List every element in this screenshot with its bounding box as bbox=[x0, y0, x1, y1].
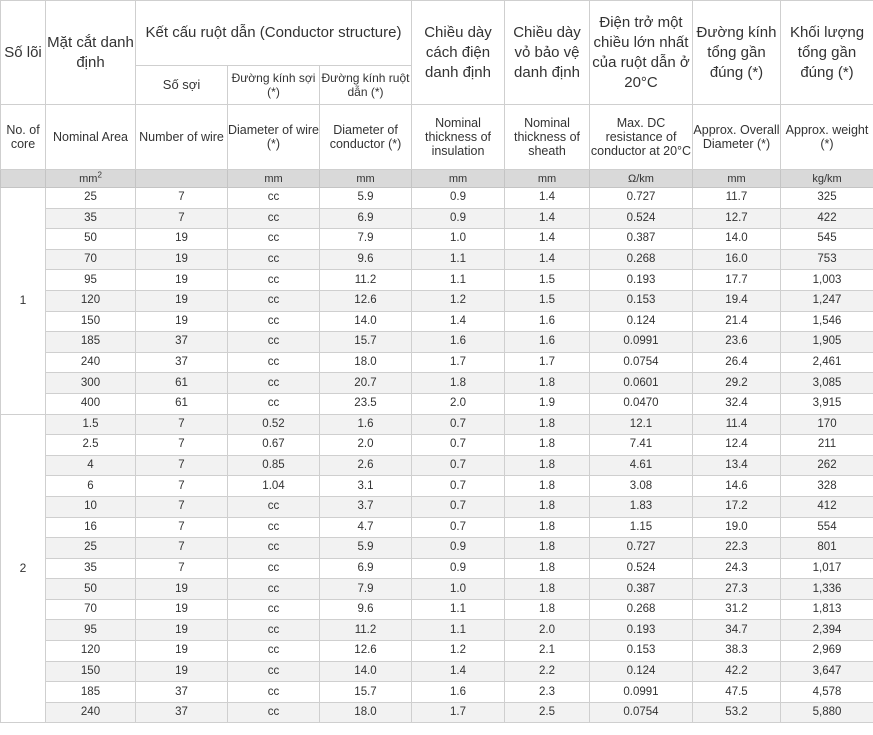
table-row bbox=[1, 208, 873, 229]
cell-overall: 17.7 bbox=[693, 270, 781, 291]
cell-sheath: 2.0 bbox=[505, 620, 590, 641]
cell-res: 1.83 bbox=[590, 496, 693, 517]
cell-weight: 1,017 bbox=[781, 558, 873, 579]
cell-wire-dia: 0.85 bbox=[228, 455, 320, 476]
cell-weight: 1,336 bbox=[781, 579, 873, 600]
cell-wire-num: 7 bbox=[136, 496, 228, 517]
cell-res: 7.41 bbox=[590, 435, 693, 456]
cell-wire-num: 37 bbox=[136, 682, 228, 703]
cell-wire-num: 37 bbox=[136, 352, 228, 373]
cell-ins: 0.7 bbox=[412, 435, 505, 456]
cell-ins: 1.1 bbox=[412, 599, 505, 620]
cell-area: 70 bbox=[46, 249, 136, 270]
cell-sheath: 2.5 bbox=[505, 702, 590, 723]
cell-sheath: 1.6 bbox=[505, 332, 590, 353]
table-row bbox=[1, 229, 873, 250]
cell-wire-dia: cc bbox=[228, 641, 320, 662]
cell-area: 16 bbox=[46, 517, 136, 538]
cell-sheath: 1.8 bbox=[505, 455, 590, 476]
unit-core bbox=[1, 170, 46, 188]
cell-weight: 412 bbox=[781, 496, 873, 517]
cell-res: 0.727 bbox=[590, 188, 693, 209]
table-body bbox=[1, 188, 873, 723]
cell-overall: 31.2 bbox=[693, 599, 781, 620]
cell-wire-dia: 0.67 bbox=[228, 435, 320, 456]
unit-sheath: mm bbox=[505, 170, 590, 188]
cell-cond-dia: 2.6 bbox=[320, 455, 412, 476]
cell-weight: 554 bbox=[781, 517, 873, 538]
cell-cond-dia: 2.0 bbox=[320, 435, 412, 456]
table-row bbox=[1, 558, 873, 579]
table-row bbox=[1, 641, 873, 662]
cell-overall: 42.2 bbox=[693, 661, 781, 682]
cell-weight: 328 bbox=[781, 476, 873, 497]
cell-area: 300 bbox=[46, 373, 136, 394]
header-en-sheath: Nominal thickness of sheath bbox=[505, 105, 590, 170]
cell-sheath: 1.8 bbox=[505, 476, 590, 497]
table-row bbox=[1, 435, 873, 456]
cell-wire-num: 7 bbox=[136, 538, 228, 559]
core-count-cell: 1 bbox=[1, 188, 46, 415]
table-row bbox=[1, 352, 873, 373]
cell-res: 1.15 bbox=[590, 517, 693, 538]
cell-wire-dia: cc bbox=[228, 332, 320, 353]
cell-cond-dia: 6.9 bbox=[320, 208, 412, 229]
cell-overall: 26.4 bbox=[693, 352, 781, 373]
cell-cond-dia: 14.0 bbox=[320, 661, 412, 682]
cell-sheath: 1.4 bbox=[505, 188, 590, 209]
cell-res: 0.727 bbox=[590, 538, 693, 559]
cell-wire-num: 61 bbox=[136, 393, 228, 414]
table-row bbox=[1, 455, 873, 476]
cell-wire-num: 19 bbox=[136, 579, 228, 600]
cell-cond-dia: 23.5 bbox=[320, 393, 412, 414]
cell-area: 95 bbox=[46, 620, 136, 641]
cell-cond-dia: 7.9 bbox=[320, 229, 412, 250]
cell-sheath: 1.7 bbox=[505, 352, 590, 373]
cell-wire-num: 7 bbox=[136, 435, 228, 456]
cell-overall: 11.4 bbox=[693, 414, 781, 435]
cell-cond-dia: 12.6 bbox=[320, 641, 412, 662]
cell-wire-dia: cc bbox=[228, 311, 320, 332]
cell-wire-dia: cc bbox=[228, 599, 320, 620]
cell-wire-dia: cc bbox=[228, 579, 320, 600]
header-so-loi: Số lõi bbox=[1, 1, 46, 105]
header-dien-tro: Điện trở một chiều lớn nhất của ruột dẫn ở 20°C bbox=[590, 1, 693, 105]
cell-weight: 753 bbox=[781, 249, 873, 270]
cell-overall: 13.4 bbox=[693, 455, 781, 476]
cell-weight: 1,247 bbox=[781, 290, 873, 311]
table-row bbox=[1, 249, 873, 270]
cell-area: 120 bbox=[46, 290, 136, 311]
cell-weight: 325 bbox=[781, 188, 873, 209]
cell-sheath: 1.5 bbox=[505, 290, 590, 311]
cell-wire-dia: cc bbox=[228, 496, 320, 517]
table-row bbox=[1, 270, 873, 291]
cell-weight: 5,880 bbox=[781, 702, 873, 723]
cell-overall: 14.6 bbox=[693, 476, 781, 497]
cell-res: 0.524 bbox=[590, 558, 693, 579]
cell-overall: 11.7 bbox=[693, 188, 781, 209]
cell-wire-dia: cc bbox=[228, 270, 320, 291]
cell-wire-dia: cc bbox=[228, 538, 320, 559]
cell-wire-num: 37 bbox=[136, 332, 228, 353]
cell-area: 50 bbox=[46, 579, 136, 600]
table-row bbox=[1, 393, 873, 414]
table-row bbox=[1, 517, 873, 538]
cell-overall: 14.0 bbox=[693, 229, 781, 250]
table-row bbox=[1, 661, 873, 682]
cell-overall: 12.7 bbox=[693, 208, 781, 229]
cell-sheath: 1.4 bbox=[505, 208, 590, 229]
unit-wire-num bbox=[136, 170, 228, 188]
header-day-cach-dien: Chiều dày cách điện danh định bbox=[412, 1, 505, 105]
cell-wire-num: 7 bbox=[136, 188, 228, 209]
cell-wire-dia: cc bbox=[228, 517, 320, 538]
cell-overall: 47.5 bbox=[693, 682, 781, 703]
cell-area: 35 bbox=[46, 208, 136, 229]
cell-overall: 21.4 bbox=[693, 311, 781, 332]
cell-ins: 1.6 bbox=[412, 332, 505, 353]
cell-cond-dia: 15.7 bbox=[320, 332, 412, 353]
cell-overall: 34.7 bbox=[693, 620, 781, 641]
cell-wire-dia: cc bbox=[228, 249, 320, 270]
cell-sheath: 1.6 bbox=[505, 311, 590, 332]
cell-wire-dia: cc bbox=[228, 188, 320, 209]
table-row bbox=[1, 373, 873, 394]
cell-area: 95 bbox=[46, 270, 136, 291]
cell-area: 150 bbox=[46, 311, 136, 332]
cell-res: 0.387 bbox=[590, 229, 693, 250]
cell-ins: 1.1 bbox=[412, 249, 505, 270]
cell-ins: 1.7 bbox=[412, 702, 505, 723]
cell-weight: 1,003 bbox=[781, 270, 873, 291]
header-khoi-luong: Khối lượng tổng gần đúng (*) bbox=[781, 1, 873, 105]
cell-weight: 2,461 bbox=[781, 352, 873, 373]
table-row bbox=[1, 599, 873, 620]
cell-res: 12.1 bbox=[590, 414, 693, 435]
cell-ins: 1.4 bbox=[412, 311, 505, 332]
header-en-weight: Approx. weight (*) bbox=[781, 105, 873, 170]
cell-wire-num: 7 bbox=[136, 455, 228, 476]
cell-sheath: 2.3 bbox=[505, 682, 590, 703]
cell-cond-dia: 4.7 bbox=[320, 517, 412, 538]
cell-wire-dia: 0.52 bbox=[228, 414, 320, 435]
cell-wire-num: 19 bbox=[136, 599, 228, 620]
cell-wire-dia: cc bbox=[228, 229, 320, 250]
unit-weight: kg/km bbox=[781, 170, 873, 188]
header-en-res: Max. DC resistance of conductor at 20°C bbox=[590, 105, 693, 170]
cell-cond-dia: 7.9 bbox=[320, 579, 412, 600]
cell-weight: 211 bbox=[781, 435, 873, 456]
cell-res: 0.193 bbox=[590, 270, 693, 291]
cell-overall: 29.2 bbox=[693, 373, 781, 394]
cell-sheath: 1.8 bbox=[505, 599, 590, 620]
cell-sheath: 1.4 bbox=[505, 249, 590, 270]
cell-res: 0.153 bbox=[590, 641, 693, 662]
cell-wire-num: 7 bbox=[136, 558, 228, 579]
unit-area: $mm^2$ bbox=[46, 170, 136, 188]
cell-cond-dia: 18.0 bbox=[320, 702, 412, 723]
cell-weight: 1,905 bbox=[781, 332, 873, 353]
cell-cond-dia: 1.6 bbox=[320, 414, 412, 435]
cell-overall: 24.3 bbox=[693, 558, 781, 579]
cell-wire-dia: cc bbox=[228, 620, 320, 641]
cell-ins: 1.2 bbox=[412, 641, 505, 662]
cell-wire-dia: cc bbox=[228, 393, 320, 414]
cell-res: 4.61 bbox=[590, 455, 693, 476]
cell-area: 150 bbox=[46, 661, 136, 682]
cell-res: 0.124 bbox=[590, 661, 693, 682]
table-row bbox=[1, 332, 873, 353]
cell-area: 185 bbox=[46, 682, 136, 703]
core-count-cell: 2 bbox=[1, 414, 46, 723]
table-row bbox=[1, 290, 873, 311]
cell-overall: 22.3 bbox=[693, 538, 781, 559]
cell-sheath: 1.8 bbox=[505, 538, 590, 559]
cell-area: 25 bbox=[46, 188, 136, 209]
cell-area: 70 bbox=[46, 599, 136, 620]
cell-wire-dia: cc bbox=[228, 682, 320, 703]
cell-weight: 262 bbox=[781, 455, 873, 476]
cell-weight: 170 bbox=[781, 414, 873, 435]
table-row bbox=[1, 579, 873, 600]
cell-weight: 801 bbox=[781, 538, 873, 559]
cell-res: 3.08 bbox=[590, 476, 693, 497]
header-en-cond-dia: Diameter of conductor (*) bbox=[320, 105, 412, 170]
cell-wire-dia: 1.04 bbox=[228, 476, 320, 497]
header-so-soi: Số sợi bbox=[136, 66, 228, 105]
cell-sheath: 1.5 bbox=[505, 270, 590, 291]
header-duong-kinh-ruot: Đường kính ruột dẫn (*) bbox=[320, 66, 412, 105]
cell-area: 240 bbox=[46, 702, 136, 723]
header-duong-kinh-soi: Đường kính sợi (*) bbox=[228, 66, 320, 105]
cell-ins: 1.4 bbox=[412, 661, 505, 682]
cell-ins: 0.9 bbox=[412, 538, 505, 559]
header-ket-cau: Kết cấu ruột dẫn (Conductor structure) bbox=[136, 1, 412, 66]
cell-weight: 4,578 bbox=[781, 682, 873, 703]
cell-sheath: 1.9 bbox=[505, 393, 590, 414]
cell-sheath: 1.8 bbox=[505, 414, 590, 435]
table-row bbox=[1, 311, 873, 332]
header-duong-kinh-tong: Đường kính tổng gần đúng (*) bbox=[693, 1, 781, 105]
cell-cond-dia: 3.1 bbox=[320, 476, 412, 497]
cell-cond-dia: 6.9 bbox=[320, 558, 412, 579]
cell-overall: 23.6 bbox=[693, 332, 781, 353]
cell-wire-num: 19 bbox=[136, 311, 228, 332]
cell-overall: 12.4 bbox=[693, 435, 781, 456]
cell-wire-num: 7 bbox=[136, 208, 228, 229]
cell-area: 240 bbox=[46, 352, 136, 373]
table-row bbox=[1, 476, 873, 497]
cell-cond-dia: 14.0 bbox=[320, 311, 412, 332]
cell-wire-num: 19 bbox=[136, 641, 228, 662]
header-mat-cat: Mặt cắt danh định bbox=[46, 1, 136, 105]
cell-overall: 32.4 bbox=[693, 393, 781, 414]
cell-weight: 545 bbox=[781, 229, 873, 250]
cell-res: 0.268 bbox=[590, 599, 693, 620]
cell-area: 4 bbox=[46, 455, 136, 476]
header-en-wire-num: Number of wire bbox=[136, 105, 228, 170]
cell-area: 1.5 bbox=[46, 414, 136, 435]
cell-wire-num: 19 bbox=[136, 249, 228, 270]
cell-weight: 1,546 bbox=[781, 311, 873, 332]
cell-sheath: 1.8 bbox=[505, 435, 590, 456]
cell-cond-dia: 9.6 bbox=[320, 249, 412, 270]
cell-res: 0.124 bbox=[590, 311, 693, 332]
cell-weight: 3,915 bbox=[781, 393, 873, 414]
cell-res: 0.0991 bbox=[590, 682, 693, 703]
cell-ins: 1.0 bbox=[412, 579, 505, 600]
cell-area: 120 bbox=[46, 641, 136, 662]
cell-ins: 0.7 bbox=[412, 476, 505, 497]
cell-overall: 17.2 bbox=[693, 496, 781, 517]
cell-cond-dia: 12.6 bbox=[320, 290, 412, 311]
cell-weight: 3,085 bbox=[781, 373, 873, 394]
cell-res: 0.0601 bbox=[590, 373, 693, 394]
cell-weight: 2,969 bbox=[781, 641, 873, 662]
cell-sheath: 1.8 bbox=[505, 558, 590, 579]
cell-res: 0.0754 bbox=[590, 352, 693, 373]
cell-cond-dia: 5.9 bbox=[320, 188, 412, 209]
cell-ins: 0.7 bbox=[412, 414, 505, 435]
cell-overall: 27.3 bbox=[693, 579, 781, 600]
cell-wire-dia: cc bbox=[228, 290, 320, 311]
cell-wire-num: 37 bbox=[136, 702, 228, 723]
cell-ins: 0.9 bbox=[412, 208, 505, 229]
cell-ins: 1.8 bbox=[412, 373, 505, 394]
cell-wire-dia: cc bbox=[228, 352, 320, 373]
cell-overall: 53.2 bbox=[693, 702, 781, 723]
cell-cond-dia: 11.2 bbox=[320, 270, 412, 291]
cell-wire-num: 19 bbox=[136, 290, 228, 311]
header-en-wire-dia: Diameter of wire (*) bbox=[228, 105, 320, 170]
unit-cond-dia: mm bbox=[320, 170, 412, 188]
cell-ins: 0.9 bbox=[412, 188, 505, 209]
cell-area: 35 bbox=[46, 558, 136, 579]
cell-wire-num: 7 bbox=[136, 517, 228, 538]
cell-ins: 2.0 bbox=[412, 393, 505, 414]
header-en-core: No. of core bbox=[1, 105, 46, 170]
cell-ins: 1.7 bbox=[412, 352, 505, 373]
cell-res: 0.268 bbox=[590, 249, 693, 270]
cell-ins: 1.1 bbox=[412, 620, 505, 641]
cell-res: 0.193 bbox=[590, 620, 693, 641]
cell-area: 185 bbox=[46, 332, 136, 353]
cell-wire-num: 19 bbox=[136, 661, 228, 682]
cell-cond-dia: 5.9 bbox=[320, 538, 412, 559]
table-row bbox=[1, 496, 873, 517]
unit-ins: mm bbox=[412, 170, 505, 188]
cell-sheath: 2.2 bbox=[505, 661, 590, 682]
cell-area: 25 bbox=[46, 538, 136, 559]
cell-sheath: 1.4 bbox=[505, 229, 590, 250]
cell-cond-dia: 3.7 bbox=[320, 496, 412, 517]
cell-ins: 1.2 bbox=[412, 290, 505, 311]
cell-wire-num: 19 bbox=[136, 620, 228, 641]
table-row bbox=[1, 682, 873, 703]
cell-wire-dia: cc bbox=[228, 208, 320, 229]
cell-wire-dia: cc bbox=[228, 558, 320, 579]
header-en-overall: Approx. Overall Diameter (*) bbox=[693, 105, 781, 170]
header-day-vo: Chiều dày vỏ bảo vệ danh định bbox=[505, 1, 590, 105]
cell-wire-dia: cc bbox=[228, 373, 320, 394]
cell-res: 0.387 bbox=[590, 579, 693, 600]
cell-res: 0.0754 bbox=[590, 702, 693, 723]
cell-weight: 422 bbox=[781, 208, 873, 229]
cell-wire-num: 19 bbox=[136, 229, 228, 250]
cell-ins: 1.6 bbox=[412, 682, 505, 703]
cell-cond-dia: 15.7 bbox=[320, 682, 412, 703]
cell-cond-dia: 11.2 bbox=[320, 620, 412, 641]
cell-overall: 38.3 bbox=[693, 641, 781, 662]
cell-res: 0.0991 bbox=[590, 332, 693, 353]
cell-ins: 0.7 bbox=[412, 455, 505, 476]
cell-wire-num: 7 bbox=[136, 476, 228, 497]
cell-ins: 0.7 bbox=[412, 517, 505, 538]
cell-ins: 1.1 bbox=[412, 270, 505, 291]
table-row bbox=[1, 414, 873, 435]
cell-area: 6 bbox=[46, 476, 136, 497]
cell-cond-dia: 18.0 bbox=[320, 352, 412, 373]
table-row bbox=[1, 620, 873, 641]
cell-overall: 16.0 bbox=[693, 249, 781, 270]
unit-wire-dia: mm bbox=[228, 170, 320, 188]
cell-res: 0.0470 bbox=[590, 393, 693, 414]
cell-weight: 3,647 bbox=[781, 661, 873, 682]
cell-sheath: 1.8 bbox=[505, 517, 590, 538]
cell-wire-dia: cc bbox=[228, 702, 320, 723]
cell-area: 2.5 bbox=[46, 435, 136, 456]
cell-sheath: 1.8 bbox=[505, 496, 590, 517]
header-en-area: Nominal Area bbox=[46, 105, 136, 170]
cell-area: 50 bbox=[46, 229, 136, 250]
header-en-ins: Nominal thickness of insulation bbox=[412, 105, 505, 170]
cell-sheath: 1.8 bbox=[505, 579, 590, 600]
table-row bbox=[1, 538, 873, 559]
cell-ins: 1.0 bbox=[412, 229, 505, 250]
cell-overall: 19.0 bbox=[693, 517, 781, 538]
cell-res: 0.524 bbox=[590, 208, 693, 229]
cell-wire-num: 61 bbox=[136, 373, 228, 394]
cell-area: 10 bbox=[46, 496, 136, 517]
cell-wire-dia: cc bbox=[228, 661, 320, 682]
cell-cond-dia: 20.7 bbox=[320, 373, 412, 394]
cell-ins: 0.7 bbox=[412, 496, 505, 517]
cell-overall: 19.4 bbox=[693, 290, 781, 311]
cell-wire-num: 7 bbox=[136, 414, 228, 435]
cell-area: 400 bbox=[46, 393, 136, 414]
unit-res: Ω/km bbox=[590, 170, 693, 188]
table-row bbox=[1, 702, 873, 723]
cell-weight: 2,394 bbox=[781, 620, 873, 641]
cell-res: 0.153 bbox=[590, 290, 693, 311]
cell-sheath: 2.1 bbox=[505, 641, 590, 662]
cell-wire-num: 19 bbox=[136, 270, 228, 291]
cell-sheath: 1.8 bbox=[505, 373, 590, 394]
cell-ins: 0.9 bbox=[412, 558, 505, 579]
table-row bbox=[1, 188, 873, 209]
cell-cond-dia: 9.6 bbox=[320, 599, 412, 620]
cell-weight: 1,813 bbox=[781, 599, 873, 620]
unit-overall: mm bbox=[693, 170, 781, 188]
